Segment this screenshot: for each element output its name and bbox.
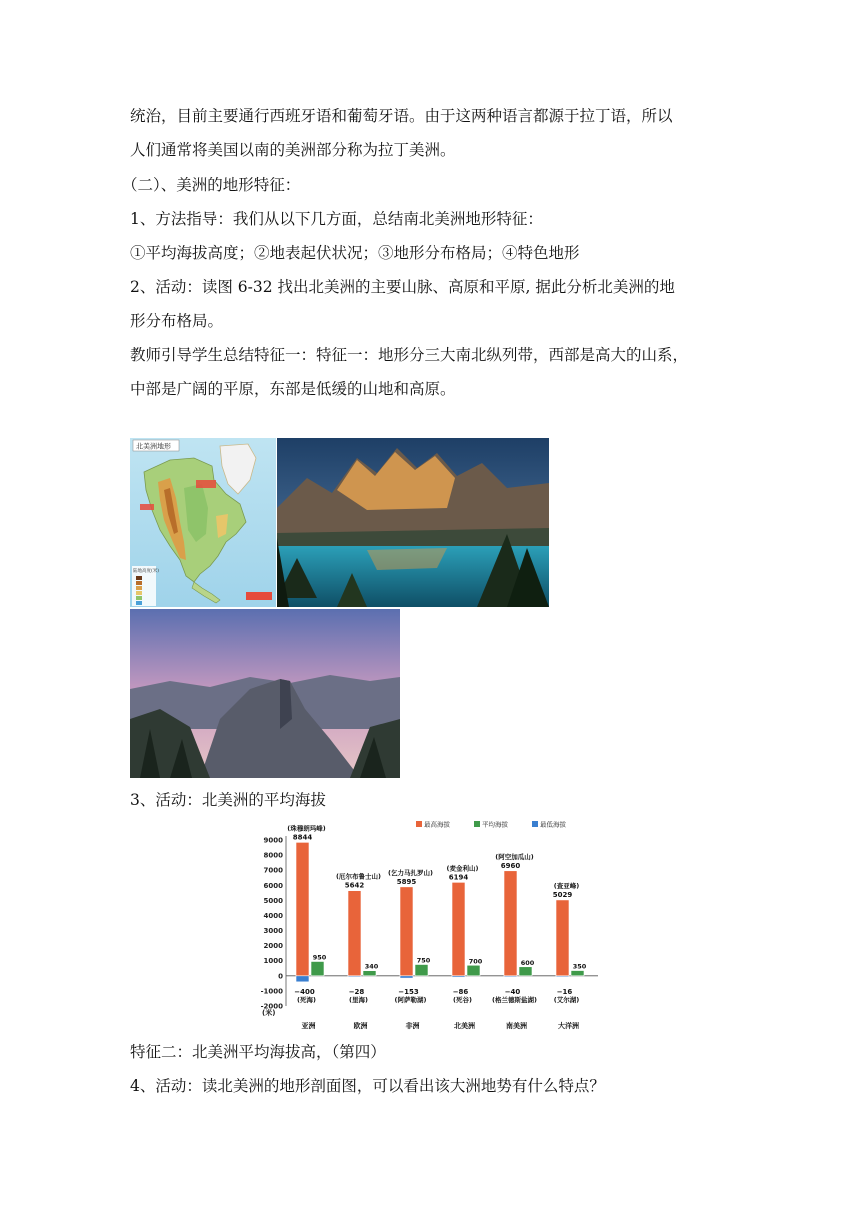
data-label-lowest: −28 bbox=[348, 987, 365, 996]
legend-swatch bbox=[532, 821, 538, 827]
data-label-average: 950 bbox=[312, 953, 327, 962]
north-america-terrain-map bbox=[130, 438, 276, 607]
paragraph-line: 4、活动：读北美洲的地形剖面图，可以看出该大洲地势有什么特点？ bbox=[130, 1077, 605, 1095]
bar-lowest-elevation bbox=[556, 976, 569, 977]
y-tick-label: 9000 bbox=[263, 836, 283, 845]
data-label-highest: 8844 bbox=[292, 833, 313, 842]
data-label-lowest: −16 bbox=[556, 987, 573, 996]
y-tick-label: 3000 bbox=[263, 927, 283, 936]
category-label: 大洋洲 bbox=[558, 1022, 579, 1030]
y-tick-label: 4000 bbox=[263, 911, 283, 920]
low-point-name-label: (死海) bbox=[297, 995, 316, 1004]
low-point-name-label: (阿萨勒湖) bbox=[394, 995, 427, 1004]
data-label-average: 700 bbox=[468, 957, 483, 966]
granite-dome-photo bbox=[130, 609, 400, 778]
data-label-average: 750 bbox=[416, 956, 431, 965]
mountain-lake-photo bbox=[277, 438, 549, 607]
paragraph-line: 1、方法指导：我们从以下几方面，总结南北美洲地形特征： bbox=[130, 210, 543, 228]
data-label-average: 350 bbox=[572, 962, 587, 971]
peak-name-label: (麦金利山) bbox=[446, 864, 479, 873]
bar-average-elevation bbox=[363, 971, 376, 976]
paragraph-line: 人们通常将美国以南的美洲部分称为拉丁美洲。 bbox=[130, 141, 456, 159]
data-label-highest: 5029 bbox=[552, 890, 573, 899]
data-label-lowest: −40 bbox=[504, 987, 521, 996]
peak-name-label: (查亚峰) bbox=[553, 881, 580, 890]
paragraph-line: 中部是广阔的平原，东部是低缓的山地和高原。 bbox=[130, 380, 456, 398]
y-tick-label: 8000 bbox=[263, 851, 283, 860]
legend-label: 最低海拔 bbox=[540, 820, 566, 829]
data-label-highest: 5895 bbox=[396, 877, 417, 886]
data-label-highest: 6194 bbox=[448, 873, 469, 882]
y-axis-label: (米) bbox=[262, 1009, 276, 1017]
category-label: 亚洲 bbox=[301, 1022, 316, 1030]
bar-highest-elevation bbox=[400, 887, 413, 976]
legend-swatch bbox=[474, 821, 480, 827]
bar-highest-elevation bbox=[556, 900, 569, 976]
low-point-name-label: (格兰德斯盐湖) bbox=[492, 995, 537, 1004]
bar-highest-elevation bbox=[348, 891, 361, 976]
y-tick-label: 5000 bbox=[263, 896, 283, 905]
category-label: 非洲 bbox=[405, 1022, 420, 1030]
y-tick-label: 1000 bbox=[263, 957, 283, 966]
legend-label: 最高海拔 bbox=[424, 820, 450, 829]
bar-average-elevation bbox=[311, 961, 324, 975]
peak-name-label: (厄尔布鲁士山) bbox=[336, 872, 381, 881]
bar-average-elevation bbox=[519, 967, 532, 976]
elevation-bar-chart bbox=[250, 816, 610, 1032]
section-heading: （二）、美洲的地形特征： bbox=[122, 176, 301, 194]
map-legend-title: 陆地高度(米) bbox=[133, 569, 160, 574]
peak-name-label: (乞力马扎罗山) bbox=[388, 868, 433, 877]
paragraph-line: 形分布格局。 bbox=[130, 312, 224, 330]
legend-swatch bbox=[416, 821, 422, 827]
paragraph-line: 教师引导学生总结特征一：特征一：地形分三大南北纵列带，西部是高大的山系， bbox=[130, 346, 689, 364]
category-label: 欧洲 bbox=[353, 1022, 368, 1030]
category-label: 南美洲 bbox=[506, 1022, 527, 1030]
y-tick-label: 0 bbox=[278, 972, 283, 981]
y-tick-label: 7000 bbox=[263, 866, 283, 875]
category-label: 北美洲 bbox=[454, 1022, 475, 1030]
bar-lowest-elevation bbox=[400, 976, 413, 978]
map-title: 北美洲地形 bbox=[136, 442, 171, 451]
bar-average-elevation bbox=[467, 965, 480, 976]
data-label-lowest: −86 bbox=[452, 987, 469, 996]
low-point-name-label: (死谷) bbox=[453, 995, 472, 1004]
data-label-highest: 6960 bbox=[500, 861, 521, 870]
legend-label: 平均海拔 bbox=[482, 820, 508, 829]
bar-average-elevation bbox=[415, 965, 428, 976]
bar-highest-elevation bbox=[504, 871, 517, 976]
data-label-average: 600 bbox=[520, 958, 535, 967]
paragraph-line: 2、活动：读图 6-32 找出北美洲的主要山脉、高原和平原, 据此分析北美洲的地 bbox=[130, 278, 675, 296]
paragraph-line: 特征二：北美洲平均海拔高，（第四） bbox=[130, 1043, 386, 1061]
paragraph-line: 统治，目前主要通行西班牙语和葡萄牙语。由于这两种语言都源于拉丁语，所以 bbox=[130, 107, 673, 125]
bar-highest-elevation bbox=[452, 882, 465, 975]
data-label-lowest: −400 bbox=[294, 987, 315, 996]
y-tick-label: 2000 bbox=[263, 942, 283, 951]
y-tick-label: 6000 bbox=[263, 881, 283, 890]
bar-lowest-elevation bbox=[452, 976, 465, 977]
peak-name-label: (阿空加瓜山) bbox=[495, 852, 534, 861]
paragraph-line: 3、活动：北美洲的平均海拔 bbox=[130, 791, 326, 809]
paragraph-line: ①平均海拔高度；②地表起伏状况；③地形分布格局；④特色地形 bbox=[130, 244, 580, 262]
low-point-name-label: (里海) bbox=[349, 995, 368, 1004]
bar-lowest-elevation bbox=[504, 976, 517, 977]
peak-name-label: (珠穆朗玛峰) bbox=[287, 824, 326, 833]
bar-lowest-elevation bbox=[296, 976, 309, 982]
y-tick-label: -2000 bbox=[260, 1002, 283, 1011]
bar-average-elevation bbox=[571, 971, 584, 976]
bar-highest-elevation bbox=[296, 842, 309, 975]
data-label-highest: 5642 bbox=[344, 881, 365, 890]
data-label-lowest: −153 bbox=[398, 987, 419, 996]
data-label-average: 340 bbox=[364, 962, 379, 971]
y-tick-label: -1000 bbox=[260, 987, 283, 996]
bar-lowest-elevation bbox=[348, 976, 361, 977]
low-point-name-label: (艾尔湖) bbox=[553, 995, 580, 1004]
